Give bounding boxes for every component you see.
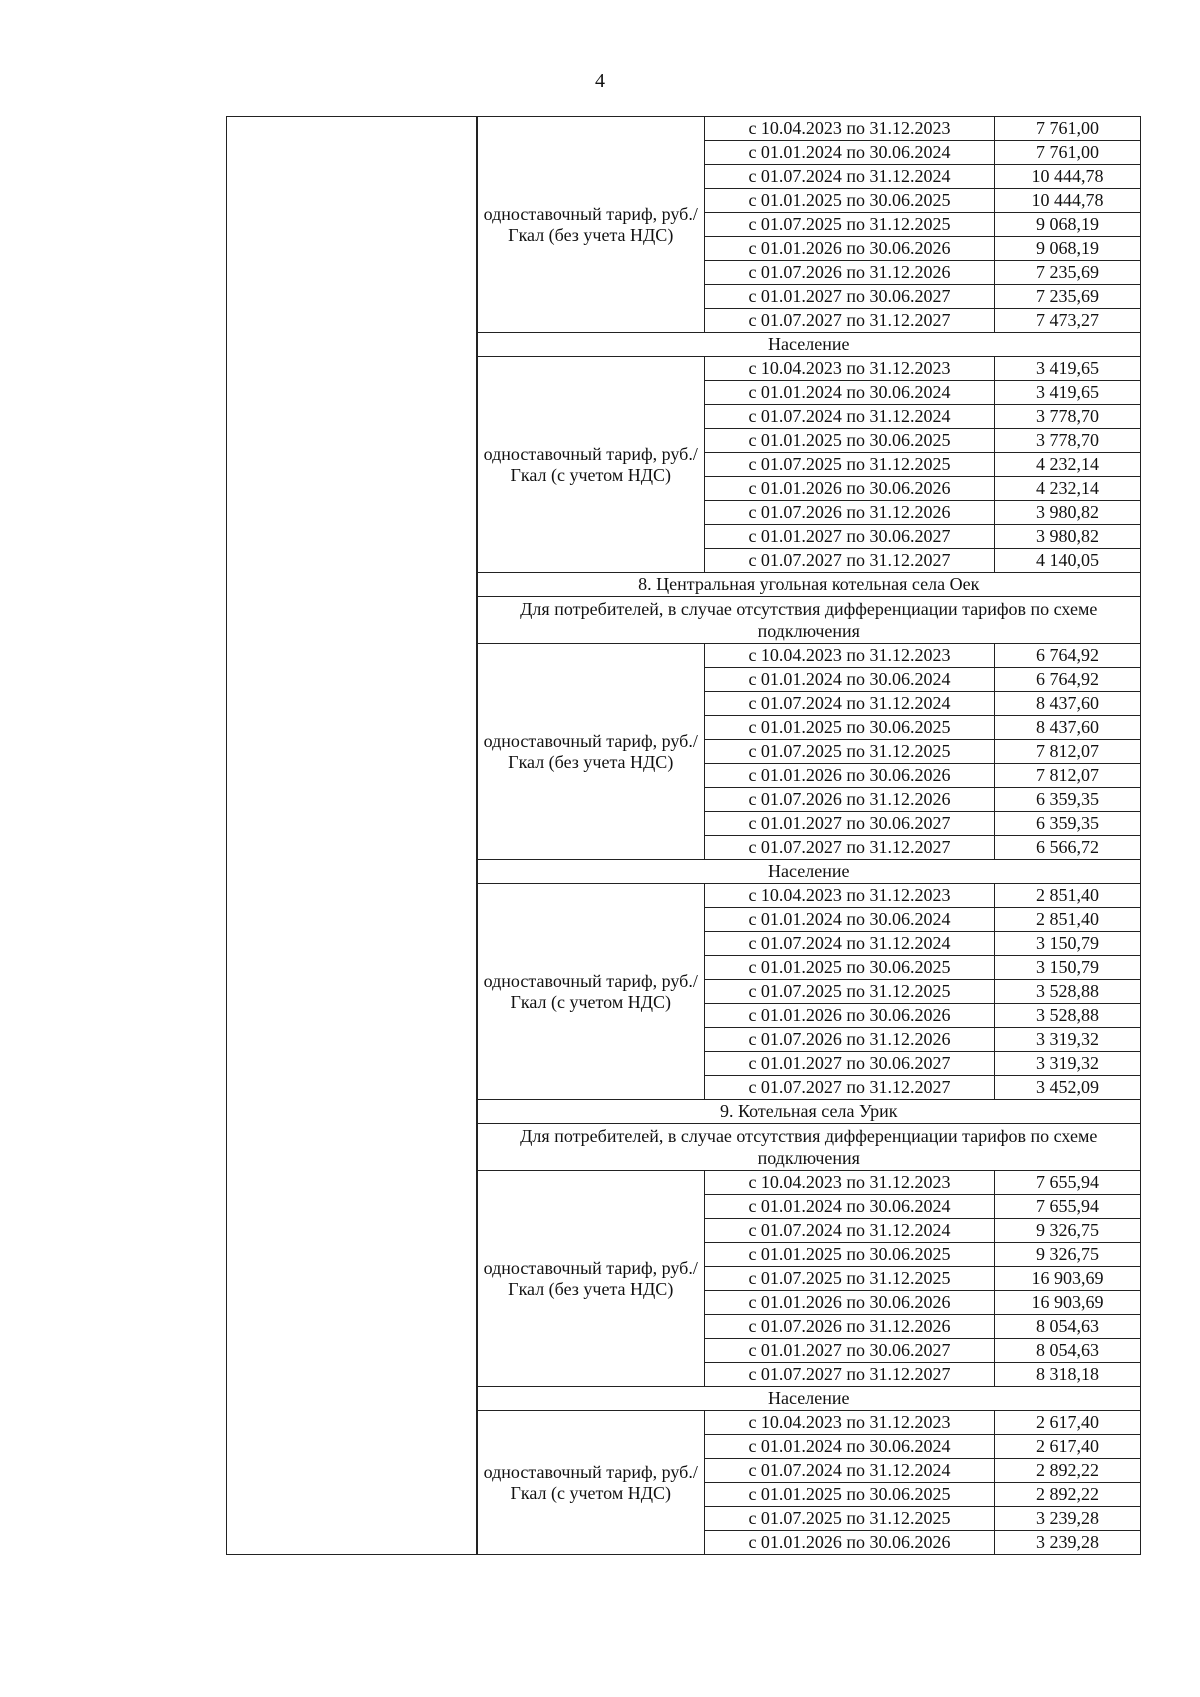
left-column-cell — [227, 117, 477, 1555]
period-cell: с 01.01.2026 по 30.06.2026 — [705, 237, 995, 261]
period-cell: с 01.01.2026 по 30.06.2026 — [705, 764, 995, 788]
group-header: Население — [477, 1387, 1141, 1411]
value-cell: 6 359,35 — [995, 788, 1141, 812]
group-header: Население — [477, 333, 1141, 357]
period-cell: с 10.04.2023 по 31.12.2023 — [705, 644, 995, 668]
period-cell: с 01.07.2026 по 31.12.2026 — [705, 501, 995, 525]
value-cell: 6 566,72 — [995, 836, 1141, 860]
period-cell: с 01.07.2024 по 31.12.2024 — [705, 405, 995, 429]
value-cell: 3 419,65 — [995, 357, 1141, 381]
tariff-table-body — [227, 117, 1141, 1555]
period-cell: с 10.04.2023 по 31.12.2023 — [705, 884, 995, 908]
period-cell: с 01.01.2027 по 30.06.2027 — [705, 812, 995, 836]
period-cell: с 10.04.2023 по 31.12.2023 — [705, 357, 995, 381]
period-cell: с 01.07.2027 по 31.12.2027 — [705, 1076, 995, 1100]
tariff-label: одноставочный тариф, руб./Гкал (без учета НДС) — [477, 644, 705, 860]
period-cell: с 01.01.2027 по 30.06.2027 — [705, 525, 995, 549]
tariff-label: одноставочный тариф, руб./Гкал (с учетом НДС) — [477, 884, 705, 1100]
value-cell: 2 617,40 — [995, 1411, 1141, 1435]
period-cell: с 01.07.2026 по 31.12.2026 — [705, 261, 995, 285]
period-cell: с 10.04.2023 по 31.12.2023 — [705, 117, 995, 141]
value-cell: 8 437,60 — [995, 716, 1141, 740]
value-cell: 6 359,35 — [995, 812, 1141, 836]
tariff-label: одноставочный тариф, руб./Гкал (без учета НДС) — [477, 1171, 705, 1387]
value-cell: 7 761,00 — [995, 117, 1141, 141]
period-cell: с 01.01.2024 по 30.06.2024 — [705, 668, 995, 692]
period-cell: с 01.01.2025 по 30.06.2025 — [705, 429, 995, 453]
period-cell: с 01.01.2025 по 30.06.2025 — [705, 1243, 995, 1267]
value-cell: 2 851,40 — [995, 884, 1141, 908]
tariff-label: одноставочный тариф, руб./Гкал (с учетом НДС) — [477, 1411, 705, 1555]
value-cell: 7 812,07 — [995, 764, 1141, 788]
value-cell: 9 068,19 — [995, 213, 1141, 237]
period-cell: с 01.07.2025 по 31.12.2025 — [705, 740, 995, 764]
period-cell: с 01.01.2025 по 30.06.2025 — [705, 716, 995, 740]
period-cell: с 01.07.2027 по 31.12.2027 — [705, 549, 995, 573]
period-cell: с 01.01.2024 по 30.06.2024 — [705, 908, 995, 932]
period-cell: с 01.01.2025 по 30.06.2025 — [705, 956, 995, 980]
value-cell: 4 232,14 — [995, 477, 1141, 501]
tariff-label: одноставочный тариф, руб./Гкал (с учетом НДС) — [477, 357, 705, 573]
period-cell: с 01.07.2026 по 31.12.2026 — [705, 788, 995, 812]
value-cell: 3 528,88 — [995, 980, 1141, 1004]
value-cell: 3 778,70 — [995, 405, 1141, 429]
page-number: 4 — [595, 70, 605, 92]
value-cell: 2 892,22 — [995, 1459, 1141, 1483]
period-cell: с 01.07.2025 по 31.12.2025 — [705, 453, 995, 477]
value-cell: 4 232,14 — [995, 453, 1141, 477]
value-cell: 10 444,78 — [995, 189, 1141, 213]
value-cell: 7 235,69 — [995, 261, 1141, 285]
period-cell: с 01.01.2024 по 30.06.2024 — [705, 1435, 995, 1459]
period-cell: с 01.07.2027 по 31.12.2027 — [705, 309, 995, 333]
group-header: Население — [477, 860, 1141, 884]
value-cell: 6 764,92 — [995, 644, 1141, 668]
period-cell: с 01.07.2027 по 31.12.2027 — [705, 1363, 995, 1387]
section-title: 8. Центральная угольная котельная села Оек — [477, 573, 1141, 597]
period-cell: с 01.07.2024 по 31.12.2024 — [705, 1219, 995, 1243]
value-cell: 7 655,94 — [995, 1195, 1141, 1219]
value-cell: 16 903,69 — [995, 1267, 1141, 1291]
value-cell: 4 140,05 — [995, 549, 1141, 573]
period-cell: с 01.01.2026 по 30.06.2026 — [705, 1004, 995, 1028]
value-cell: 8 054,63 — [995, 1339, 1141, 1363]
tariff-table — [226, 116, 1141, 1555]
section-note: Для потребителей, в случае отсутствия дифференциации тарифов по схеме подключения — [477, 1124, 1141, 1171]
value-cell: 16 903,69 — [995, 1291, 1141, 1315]
value-cell: 3 980,82 — [995, 525, 1141, 549]
value-cell: 9 326,75 — [995, 1219, 1141, 1243]
period-cell: с 01.01.2027 по 30.06.2027 — [705, 285, 995, 309]
period-cell: с 01.07.2024 по 31.12.2024 — [705, 165, 995, 189]
period-cell: с 01.01.2024 по 30.06.2024 — [705, 141, 995, 165]
period-cell: с 01.07.2024 по 31.12.2024 — [705, 692, 995, 716]
tariff-label: одноставочный тариф, руб./Гкал (без учета НДС) — [477, 117, 705, 333]
value-cell: 3 452,09 — [995, 1076, 1141, 1100]
value-cell: 3 319,32 — [995, 1028, 1141, 1052]
value-cell: 7 655,94 — [995, 1171, 1141, 1195]
value-cell: 7 812,07 — [995, 740, 1141, 764]
value-cell: 6 764,92 — [995, 668, 1141, 692]
value-cell: 3 239,28 — [995, 1507, 1141, 1531]
value-cell: 3 319,32 — [995, 1052, 1141, 1076]
period-cell: с 01.07.2024 по 31.12.2024 — [705, 932, 995, 956]
period-cell: с 01.01.2027 по 30.06.2027 — [705, 1339, 995, 1363]
value-cell: 3 239,28 — [995, 1531, 1141, 1555]
period-cell: с 01.01.2026 по 30.06.2026 — [705, 1291, 995, 1315]
period-cell: с 01.07.2024 по 31.12.2024 — [705, 1459, 995, 1483]
period-cell: с 01.07.2025 по 31.12.2025 — [705, 980, 995, 1004]
value-cell: 8 054,63 — [995, 1315, 1141, 1339]
period-cell: с 10.04.2023 по 31.12.2023 — [705, 1411, 995, 1435]
value-cell: 3 778,70 — [995, 429, 1141, 453]
period-cell: с 01.01.2027 по 30.06.2027 — [705, 1052, 995, 1076]
period-cell: с 01.01.2024 по 30.06.2024 — [705, 1195, 995, 1219]
section-title: 9. Котельная села Урик — [477, 1100, 1141, 1124]
period-cell: с 01.07.2025 по 31.12.2025 — [705, 1267, 995, 1291]
period-cell: с 01.01.2024 по 30.06.2024 — [705, 381, 995, 405]
period-cell: с 10.04.2023 по 31.12.2023 — [705, 1171, 995, 1195]
period-cell: с 01.07.2026 по 31.12.2026 — [705, 1315, 995, 1339]
value-cell: 10 444,78 — [995, 165, 1141, 189]
value-cell: 7 761,00 — [995, 141, 1141, 165]
value-cell: 7 473,27 — [995, 309, 1141, 333]
period-cell: с 01.01.2026 по 30.06.2026 — [705, 477, 995, 501]
value-cell: 3 980,82 — [995, 501, 1141, 525]
value-cell: 8 437,60 — [995, 692, 1141, 716]
period-cell: с 01.07.2027 по 31.12.2027 — [705, 836, 995, 860]
value-cell: 2 892,22 — [995, 1483, 1141, 1507]
value-cell: 9 326,75 — [995, 1243, 1141, 1267]
value-cell: 2 851,40 — [995, 908, 1141, 932]
value-cell: 3 150,79 — [995, 956, 1141, 980]
value-cell: 8 318,18 — [995, 1363, 1141, 1387]
value-cell: 3 419,65 — [995, 381, 1141, 405]
value-cell: 3 150,79 — [995, 932, 1141, 956]
table-row — [227, 117, 1141, 141]
period-cell: с 01.01.2025 по 30.06.2025 — [705, 189, 995, 213]
value-cell: 9 068,19 — [995, 237, 1141, 261]
period-cell: с 01.07.2026 по 31.12.2026 — [705, 1028, 995, 1052]
value-cell: 3 528,88 — [995, 1004, 1141, 1028]
value-cell: 2 617,40 — [995, 1435, 1141, 1459]
value-cell: 7 235,69 — [995, 285, 1141, 309]
period-cell: с 01.07.2025 по 31.12.2025 — [705, 213, 995, 237]
period-cell: с 01.07.2025 по 31.12.2025 — [705, 1507, 995, 1531]
section-note: Для потребителей, в случае отсутствия дифференциации тарифов по схеме подключения — [477, 597, 1141, 644]
period-cell: с 01.01.2025 по 30.06.2025 — [705, 1483, 995, 1507]
period-cell: с 01.01.2026 по 30.06.2026 — [705, 1531, 995, 1555]
